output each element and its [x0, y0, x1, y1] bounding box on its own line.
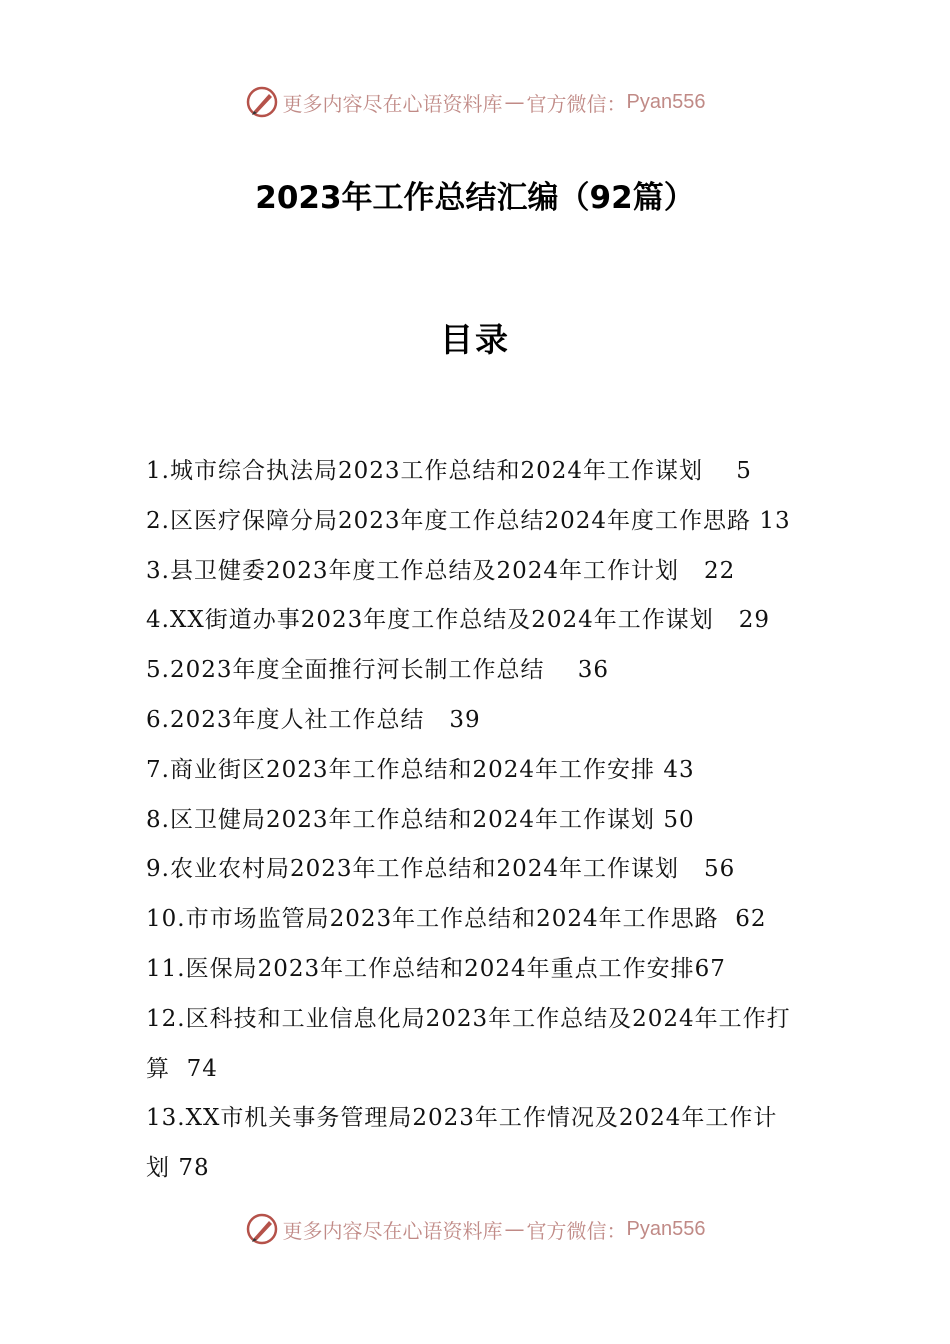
- toc-entry[interactable]: [146, 945, 811, 995]
- toc-entry-page: 13: [759, 507, 791, 534]
- toc-entry[interactable]: [146, 845, 811, 895]
- watermark-text: 更多内容尽在心语资料库: [282, 91, 503, 116]
- toc-entry-page: 74: [186, 1055, 218, 1082]
- toc-entry[interactable]: [146, 796, 811, 846]
- watermark-separator: —: [504, 90, 525, 114]
- toc-entry-page: 56: [703, 856, 736, 883]
- toc-entry-title: 7.商业街区2023年工作总结和2024年工作安排: [146, 756, 656, 783]
- toc-entry[interactable]: [146, 746, 811, 796]
- watermark-contact-label: 官方微信：: [526, 91, 627, 116]
- toc-entry-title: 3.县卫健委2023年度工作总结及2024年工作计划: [146, 557, 680, 584]
- toc-entry-title: 10.市市场监管局2023年工作总结和2024年工作思路: [146, 906, 719, 933]
- toc-entry-page: 67: [694, 955, 726, 982]
- toc-entry-title: 11.医保局2023年工作总结和2024年重点工作安排: [146, 955, 695, 982]
- pen-logo-icon: [245, 85, 279, 119]
- toc-entry-page: 78: [178, 1155, 210, 1182]
- toc-entry-page: 43: [663, 756, 695, 783]
- toc-entry-page: 29: [738, 607, 770, 634]
- toc-entry[interactable]: [146, 696, 811, 746]
- watermark-header: [0, 85, 950, 119]
- toc-entry-title: 9.农业农村局2023年工作总结和2024年工作谋划: [146, 856, 680, 883]
- watermark-footer: [0, 1212, 950, 1246]
- watermark-text: 更多内容尽在心语资料库: [282, 1218, 503, 1243]
- watermark-separator: —: [504, 1217, 525, 1241]
- watermark-contact-id: Pyan556: [626, 90, 706, 113]
- table-of-contents: [146, 447, 811, 1194]
- toc-entry[interactable]: [146, 895, 811, 945]
- pen-logo-icon: [245, 1212, 279, 1246]
- toc-entry[interactable]: [146, 447, 811, 497]
- watermark-contact-label: 官方微信：: [526, 1218, 627, 1243]
- toc-entry[interactable]: [146, 1094, 811, 1194]
- toc-heading: 目录: [440, 320, 510, 359]
- document-title: 2023年工作总结汇编（92篇）: [255, 180, 695, 216]
- toc-entry[interactable]: [146, 646, 811, 696]
- toc-entry-title: 4.XX街道办事2023年度工作总结及2024年工作谋划: [146, 607, 714, 634]
- toc-entry[interactable]: [146, 547, 811, 597]
- toc-entry-title: 8.区卫健局2023年工作总结和2024年工作谋划: [146, 806, 656, 833]
- watermark-contact-id: Pyan556: [626, 1217, 706, 1240]
- toc-entry-title: 5.2023年度全面推行河长制工作总结: [146, 657, 545, 684]
- toc-entry-title: 13.XX市机关事务管理局2023年工作情况及2024年工作计划: [146, 1105, 778, 1182]
- toc-entry-title: 12.区科技和工业信息化局2023年工作总结及2024年工作打算: [146, 1005, 791, 1082]
- toc-entry-page: 36: [577, 657, 610, 684]
- toc-entry[interactable]: [146, 995, 811, 1095]
- toc-entry-page: 50: [663, 806, 695, 833]
- toc-entry[interactable]: [146, 596, 811, 646]
- toc-entry-page: 5: [736, 458, 752, 484]
- toc-entry[interactable]: [146, 497, 811, 547]
- toc-entry-title: 2.区医疗保障分局2023年度工作总结2024年度工作思路: [146, 507, 752, 534]
- toc-entry-title: 6.2023年度人社工作总结: [146, 706, 425, 733]
- toc-entry-page: 22: [703, 557, 736, 584]
- toc-entry-page: 39: [449, 706, 481, 733]
- toc-entry-title: 1.城市综合执法局2023工作总结和2024年工作谋划: [146, 458, 704, 484]
- toc-entry-page: 62: [735, 906, 767, 933]
